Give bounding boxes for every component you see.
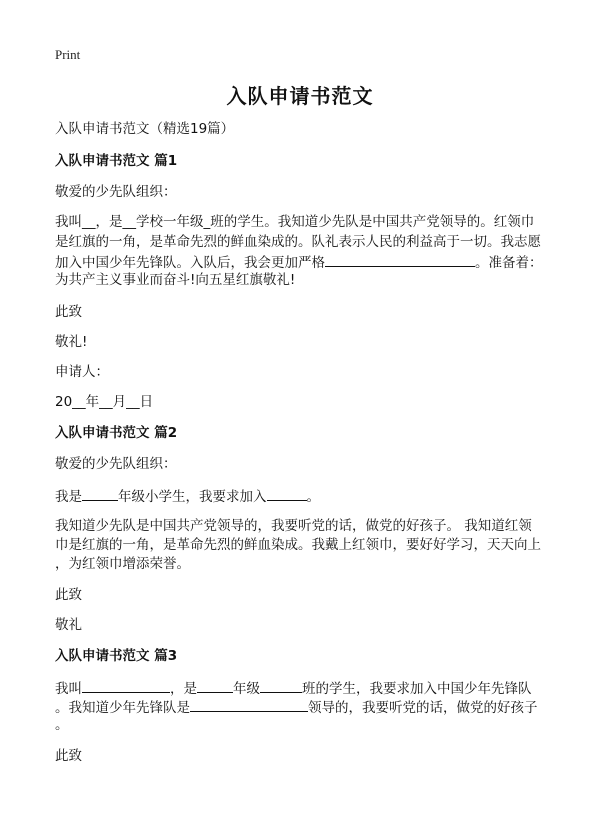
document-subtitle: 入队申请书范文（精选19篇） [55, 121, 235, 137]
section-3-body-line-3: 。 [55, 717, 69, 733]
section-2-salutation: 敬爱的少先队组织： [55, 456, 177, 472]
section-1-heading: 入队申请书范文 篇1 [55, 153, 178, 169]
section-1-body-line-3-end: 。准备着： [475, 255, 543, 271]
section-1-body-line-1: 我叫__，是__学校一年级_班的学生。我知道少先队是中国共产党领导的。红领巾 [55, 214, 535, 230]
fill-in-blank [260, 677, 302, 693]
section-3-line-1-c: 年级 [233, 681, 260, 697]
section-3-line-1-d: 班的学生，我要求加入中国少年先锋队 [302, 681, 532, 697]
section-2-closing-2: 敬礼 [55, 617, 82, 633]
fill-in-blank [197, 677, 233, 693]
section-3-heading: 入队申请书范文 篇3 [55, 648, 178, 664]
section-1-body-line-4: 为共产主义事业而奋斗!向五星红旗敬礼! [55, 272, 296, 288]
page-title: 入队申请书范文 [226, 84, 374, 108]
section-2-body-line-4: ，为红领巾增添荣誉。 [55, 556, 190, 572]
section-2-line-1-a: 我是 [55, 489, 82, 505]
section-3-line-2-b: 领导的，我要听党的话，做党的好孩子 [308, 700, 538, 716]
section-2-line-1-c: 。 [306, 489, 320, 505]
section-2-body-line-3: 巾是红旗的一角，是革命先烈的鲜血染成。我戴上红领巾，要好好学习，天天向上 [55, 537, 541, 553]
section-3-line-2-a: 。我知道少年先锋队是 [55, 700, 190, 716]
section-3-closing-1: 此致 [55, 748, 82, 764]
section-1-closing-2: 敬礼! [55, 334, 88, 350]
fill-in-blank [82, 677, 170, 693]
section-1-applicant: 申请人： [55, 364, 109, 380]
print-link[interactable]: Print [55, 47, 81, 62]
fill-in-blank [82, 485, 118, 501]
fill-in-blank [267, 485, 307, 501]
section-1-salutation: 敬爱的少先队组织： [55, 184, 177, 200]
section-1-closing-1: 此致 [55, 304, 82, 320]
section-2-body-line-1 [55, 485, 555, 507]
section-3-line-1-b: ，是 [170, 681, 197, 697]
fill-in-blank [190, 696, 308, 712]
section-1-body-line-3-text: 加入中国少年先锋队。入队后，我会更加严格 [55, 255, 325, 271]
section-1-body-line-2: 是红旗的一角，是革命先烈的鲜血染成的。队礼表示人民的利益高于一切。我志愿 [55, 234, 541, 250]
fill-in-blank [325, 251, 475, 267]
section-3-line-1-a: 我叫 [55, 681, 82, 697]
section-2-body-line-2: 我知道少先队是中国共产党领导的，我要听党的话，做党的好孩子。 我知道红领 [55, 518, 532, 534]
section-2-heading: 入队申请书范文 篇2 [55, 425, 178, 441]
section-2-closing-1: 此致 [55, 587, 82, 603]
section-2-line-1-b: 年级小学生，我要求加入 [118, 489, 267, 505]
section-1-date: 20__年__月__日 [55, 394, 154, 410]
